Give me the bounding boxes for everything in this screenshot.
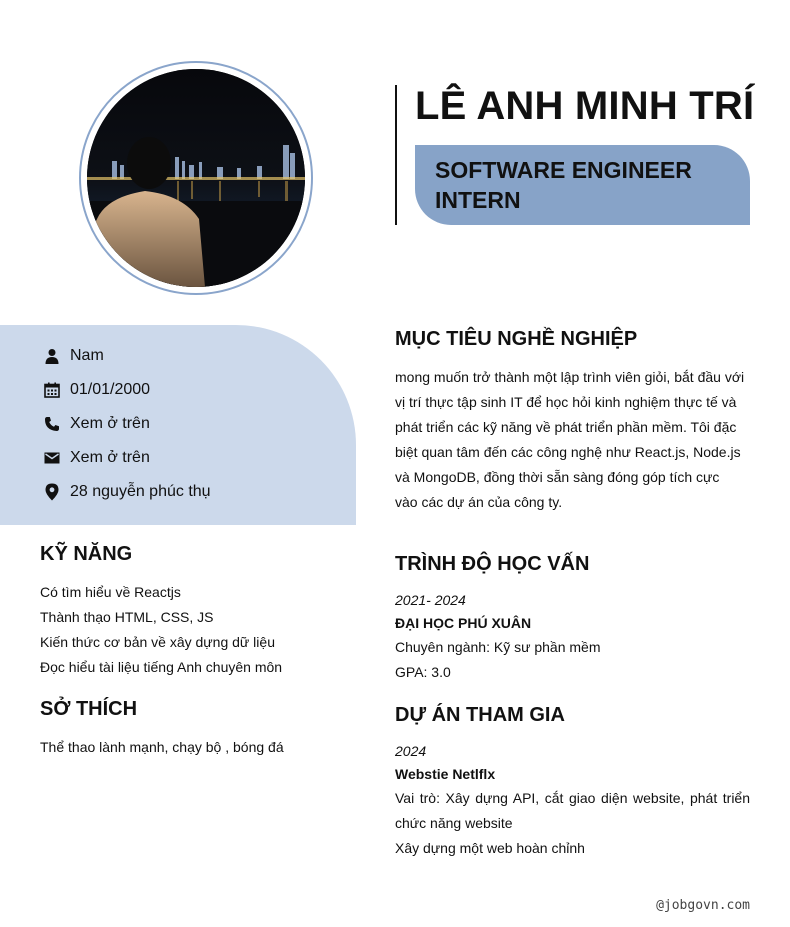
skill-item: Có tìm hiểu về Reactjs (40, 584, 181, 600)
hobbies-text: Thể thao lành mạnh, chạy bộ , bóng đá (40, 739, 284, 755)
projects-heading: DỰ ÁN THAM GIA (395, 704, 565, 726)
candidate-name: LÊ ANH MINH TRÍ (415, 84, 755, 128)
footer-watermark: @jobgovn.com (656, 898, 750, 913)
skill-item: Kiến thức cơ bản về xây dựng dữ liệu (40, 634, 275, 650)
skill-item: Đọc hiểu tài liệu tiếng Anh chuyên môn (40, 659, 283, 675)
contact-gender (43, 345, 104, 367)
education-period: 2021- 2024 (395, 592, 466, 608)
education-heading: TRÌNH ĐỘ HỌC VẤN (395, 553, 590, 575)
contact-birthday-text: 01/01/2000 (70, 381, 151, 398)
calendar-icon (43, 381, 61, 399)
profile-photo (87, 69, 305, 287)
project-role: Vai trò: Xây dựng API, cắt giao diện website, phát triển chức năng website (395, 790, 750, 831)
header-divider (395, 85, 397, 225)
contact-address (43, 481, 211, 503)
education-major: Chuyên ngành: Kỹ sư phần mềm (395, 639, 601, 655)
education-school: ĐẠI HỌC PHÚ XUÂN (395, 615, 532, 631)
skills-heading: KỸ NĂNG (40, 543, 133, 565)
location-pin-icon (43, 483, 61, 501)
contact-phone-text: Xem ở trên (70, 415, 150, 432)
role-title: SOFTWARE ENGINEER INTERN (435, 157, 692, 213)
contact-birthday (43, 379, 150, 401)
phone-icon (43, 415, 61, 433)
objective-heading: MỤC TIÊU NGHỀ NGHIỆP (395, 328, 638, 350)
project-name: Webstie Netlflx (395, 766, 496, 782)
mail-icon (43, 449, 61, 467)
contact-phone (43, 413, 150, 435)
role-banner (415, 145, 750, 225)
project-summary: Xây dựng một web hoàn chỉnh (395, 840, 585, 856)
contact-gender-text: Nam (70, 347, 104, 364)
hobbies-heading: SỞ THÍCH (40, 698, 138, 720)
education-gpa: GPA: 3.0 (395, 664, 451, 680)
contact-email-text: Xem ở trên (70, 449, 150, 466)
skill-item: Thành thạo HTML, CSS, JS (40, 609, 214, 625)
objective-text: mong muốn trở thành một lập trình viên giỏi, bắt đầu với vị trí thực tập sinh IT để học hỏi kinh nghiệm thực tế và phát triển các kỹ năng về phát triển phần mềm. Tôi đặc biệt quan tâm đến các công nghệ như React.js, Node.js và MongoDB, đồng thời sẵn sàng đóng góp tích cực vào các dự án của công ty. (395, 369, 745, 510)
avatar (79, 61, 313, 295)
contact-address-text: 28 nguyễn phúc thụ (70, 483, 211, 500)
project-year: 2024 (395, 743, 427, 759)
person-icon (43, 347, 61, 365)
contact-email (43, 447, 150, 469)
